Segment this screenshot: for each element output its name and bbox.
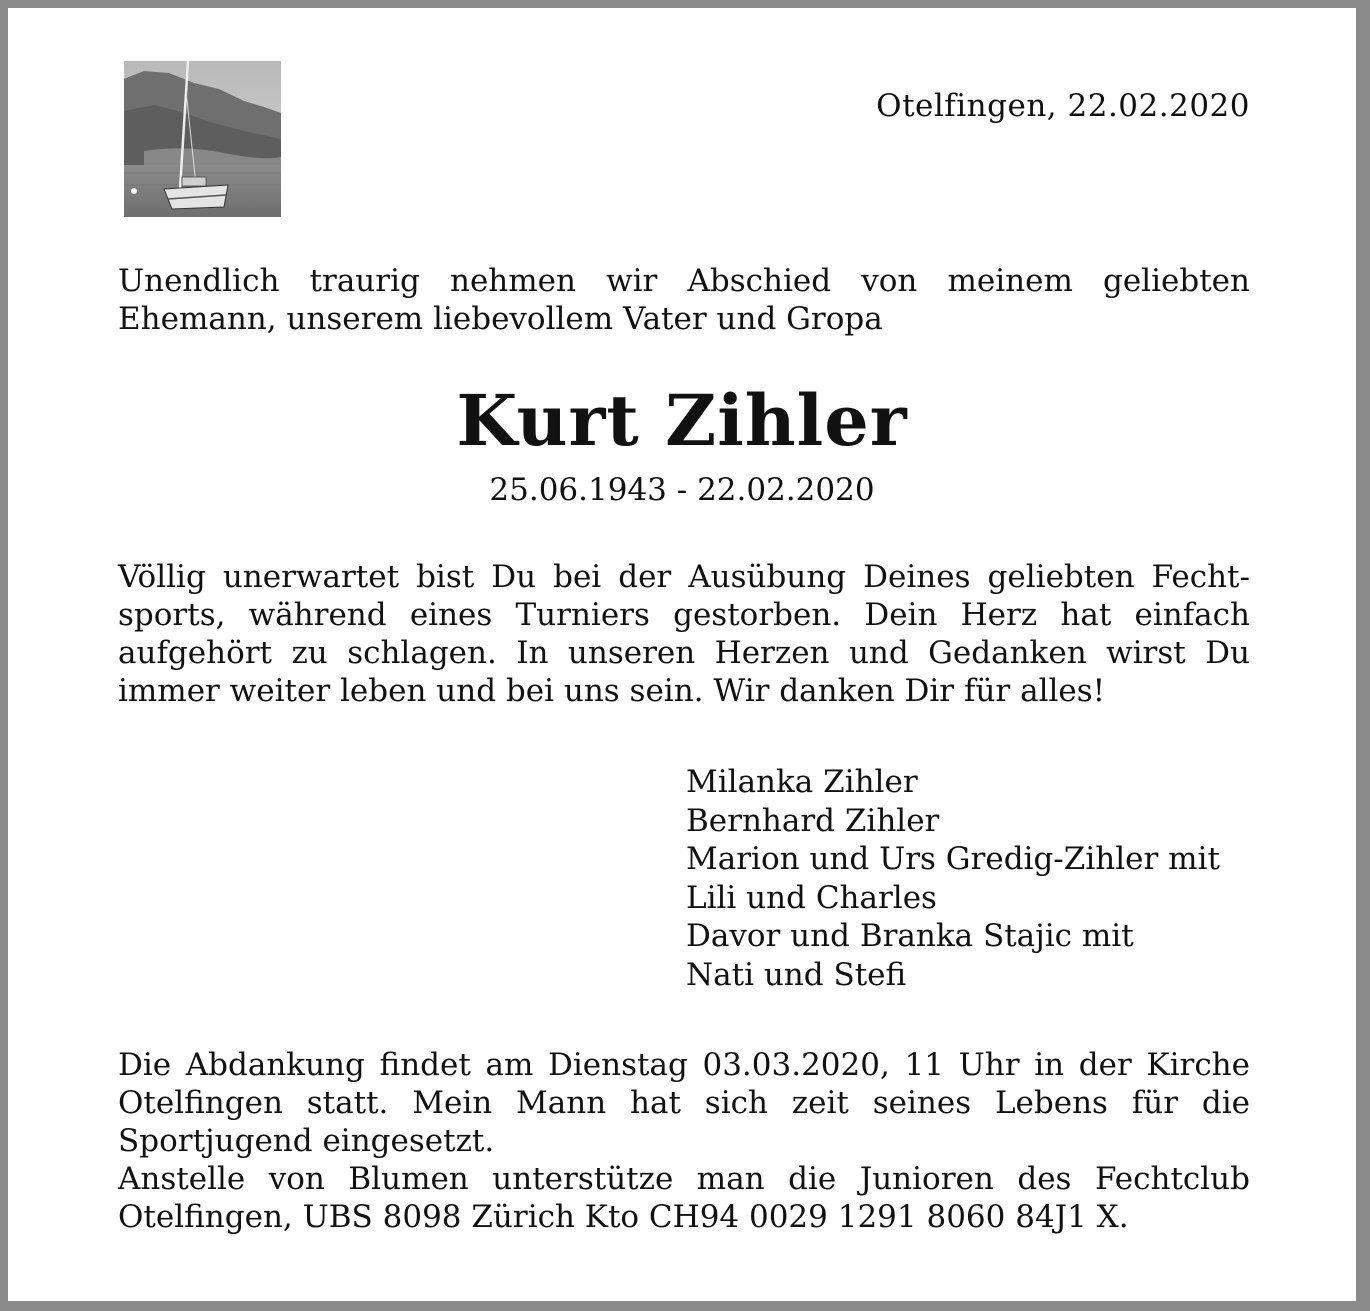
memorial-text: Völlig unerwartet bist Du bei der Ausübung Deines geliebten Fecht-sports, während eines Turniers gestorben. Dein Herz hat einfach aufgehört zu schlagen. In unseren Herzen und Gedanken wirst Du immer weiter leben und bei uns sein. Wir danken Dir für alles!	[118, 559, 1250, 709]
service-paragraph: Die Abdankung findet am Dienstag 03.03.2020, 11 Uhr in der Kirche Otelfingen statt. Mein Mann hat sich zeit seines Lebens für die Sportjugend eingesetzt.	[118, 1047, 1250, 1159]
signer: Bernhard Zihler	[686, 802, 940, 839]
donation-paragraph: Anstelle von Blumen unterstütze man die Junioren des Fechtclub Otelfingen, UBS 8098 Zürich Kto CH94 0029 1291 8060 84J1 X.	[118, 1161, 1250, 1235]
signer: Marion und Urs Gredig-Zihler mit	[686, 841, 1220, 877]
service-info	[118, 1046, 1250, 1236]
life-dates: 25.06.1943 - 22.02.2020	[489, 472, 875, 508]
signers-list	[686, 763, 1220, 994]
obituary-page	[8, 8, 1356, 1301]
intro-text: Unendlich traurig nehmen wir Abschied von meinem geliebten Ehemann, unserem liebevollem Vater und Gropa	[118, 263, 1250, 337]
place-date: Otelfingen, 22.02.2020	[876, 88, 1250, 124]
deceased-name: Kurt Zihler	[456, 379, 908, 462]
signer: Milanka Zihler	[686, 764, 918, 800]
signer: Davor und Branka Stajic mit	[686, 918, 1134, 954]
signer: Nati und Stefi	[686, 956, 907, 993]
sailboat-photo	[124, 61, 281, 217]
signer: Lili und Charles	[686, 879, 937, 916]
